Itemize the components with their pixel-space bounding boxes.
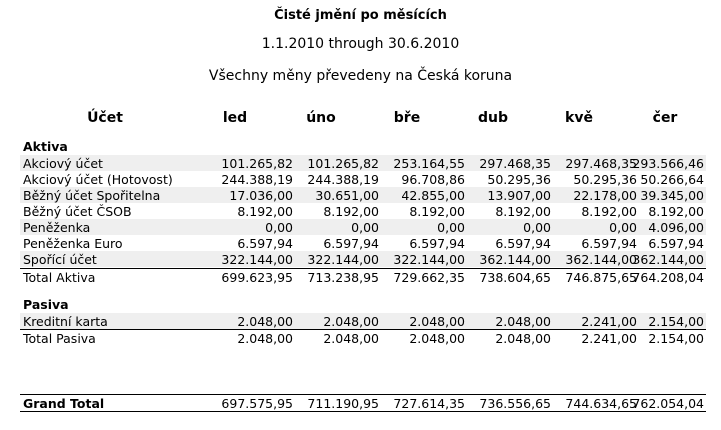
row-label: Total Pasiva — [23, 331, 96, 346]
row-value: 253.164,55 — [393, 156, 465, 171]
row-value: 50.266,64 — [640, 172, 704, 187]
row-value: 729.662,35 — [393, 270, 465, 285]
section-heading-aktiva: Aktiva — [23, 139, 68, 154]
row-value: 50.295,36 — [487, 172, 551, 187]
column-header-account: Účet — [87, 110, 123, 126]
row-label: Akciový účet — [23, 156, 103, 171]
account-row — [20, 203, 706, 219]
row-value: 0,00 — [523, 220, 551, 235]
row-value: 42.855,00 — [401, 188, 465, 203]
row-value: 101.265,82 — [221, 156, 293, 171]
row-value: 2.048,00 — [237, 314, 293, 329]
row-value: 746.875,65 — [565, 270, 637, 285]
account-row — [20, 313, 706, 329]
row-value: 736.556,65 — [479, 396, 551, 411]
row-value: 8.192,00 — [495, 204, 551, 219]
row-value: 39.345,00 — [640, 188, 704, 203]
row-value: 727.614,35 — [393, 396, 465, 411]
row-value: 30.651,00 — [315, 188, 379, 203]
row-label: Kreditní karta — [23, 314, 108, 329]
row-label: Grand Total — [23, 396, 105, 411]
row-value: 744.634,65 — [565, 396, 637, 411]
column-header-month: led — [222, 110, 248, 126]
row-label: Spořící účet — [23, 252, 97, 267]
row-value: 0,00 — [265, 220, 293, 235]
account-row — [20, 235, 706, 251]
row-value: 6.597,94 — [495, 236, 551, 251]
column-header-month: kvě — [565, 110, 593, 126]
row-value: 8.192,00 — [648, 204, 704, 219]
row-value: 762.054,04 — [632, 396, 704, 411]
row-value: 362.144,00 — [479, 252, 551, 267]
row-value: 0,00 — [351, 220, 379, 235]
column-header-month: bře — [393, 110, 421, 126]
row-value: 0,00 — [437, 220, 465, 235]
row-value: 697.575,95 — [221, 396, 293, 411]
row-value: 2.048,00 — [409, 331, 465, 346]
row-value: 8.192,00 — [323, 204, 379, 219]
row-value: 2.048,00 — [495, 331, 551, 346]
row-value: 362.144,00 — [565, 252, 637, 267]
row-value: 22.178,00 — [573, 188, 637, 203]
row-value: 2.048,00 — [495, 314, 551, 329]
report-title: Čisté jmění po měsících — [274, 8, 447, 23]
row-value: 2.154,00 — [648, 314, 704, 329]
row-value: 8.192,00 — [409, 204, 465, 219]
row-value: 4.096,00 — [648, 220, 704, 235]
row-label: Akciový účet (Hotovost) — [23, 172, 173, 187]
row-value: 322.144,00 — [393, 252, 465, 267]
row-value: 738.604,65 — [479, 270, 551, 285]
total-row-pasiva — [20, 330, 706, 346]
row-value: 293.566,46 — [632, 156, 704, 171]
row-value: 96.708,86 — [401, 172, 465, 187]
row-label: Total Aktiva — [23, 270, 96, 285]
total-row-aktiva — [20, 269, 706, 285]
row-label: Peněženka Euro — [23, 236, 123, 251]
row-label: Peněženka — [23, 220, 91, 235]
row-value: 2.048,00 — [323, 314, 379, 329]
row-value: 297.468,35 — [479, 156, 551, 171]
section-heading-pasiva: Pasiva — [23, 297, 69, 312]
row-label: Běžný účet ČSOB — [23, 204, 132, 219]
account-row — [20, 155, 706, 171]
row-value: 50.295,36 — [573, 172, 637, 187]
account-row — [20, 171, 706, 187]
column-header-month: úno — [306, 110, 336, 126]
account-row — [20, 251, 706, 267]
row-value: 2.048,00 — [323, 331, 379, 346]
row-value: 362.144,00 — [632, 252, 704, 267]
row-value: 6.597,94 — [581, 236, 637, 251]
divider — [20, 411, 706, 412]
row-value: 6.597,94 — [237, 236, 293, 251]
row-value: 711.190,95 — [307, 396, 379, 411]
column-header-month: čer — [652, 110, 678, 126]
row-value: 244.388,19 — [307, 172, 379, 187]
row-value: 101.265,82 — [307, 156, 379, 171]
row-value: 2.241,00 — [581, 314, 637, 329]
row-value: 322.144,00 — [307, 252, 379, 267]
row-value: 13.907,00 — [487, 188, 551, 203]
row-value: 244.388,19 — [221, 172, 293, 187]
row-value: 0,00 — [609, 220, 637, 235]
row-value: 2.241,00 — [581, 331, 637, 346]
account-row — [20, 219, 706, 235]
report-date-range: 1.1.2010 through 30.6.2010 — [261, 36, 460, 52]
row-value: 17.036,00 — [229, 188, 293, 203]
row-value: 6.597,94 — [648, 236, 704, 251]
row-value: 713.238,95 — [307, 270, 379, 285]
row-value: 6.597,94 — [409, 236, 465, 251]
row-value: 2.048,00 — [409, 314, 465, 329]
row-value: 6.597,94 — [323, 236, 379, 251]
row-value: 8.192,00 — [237, 204, 293, 219]
row-label: Běžný účet Spořitelna — [23, 188, 161, 203]
row-value: 764.208,04 — [632, 270, 704, 285]
row-value: 322.144,00 — [221, 252, 293, 267]
column-header-month: dub — [477, 110, 508, 126]
row-value: 699.623,95 — [221, 270, 293, 285]
report-currency-note: Všechny měny převedeny na Česká koruna — [208, 68, 513, 84]
row-value: 8.192,00 — [581, 204, 637, 219]
row-value: 297.468,35 — [565, 156, 637, 171]
row-value: 2.048,00 — [237, 331, 293, 346]
account-row — [20, 187, 706, 203]
grand-total-row — [20, 395, 706, 411]
row-value: 2.154,00 — [648, 331, 704, 346]
